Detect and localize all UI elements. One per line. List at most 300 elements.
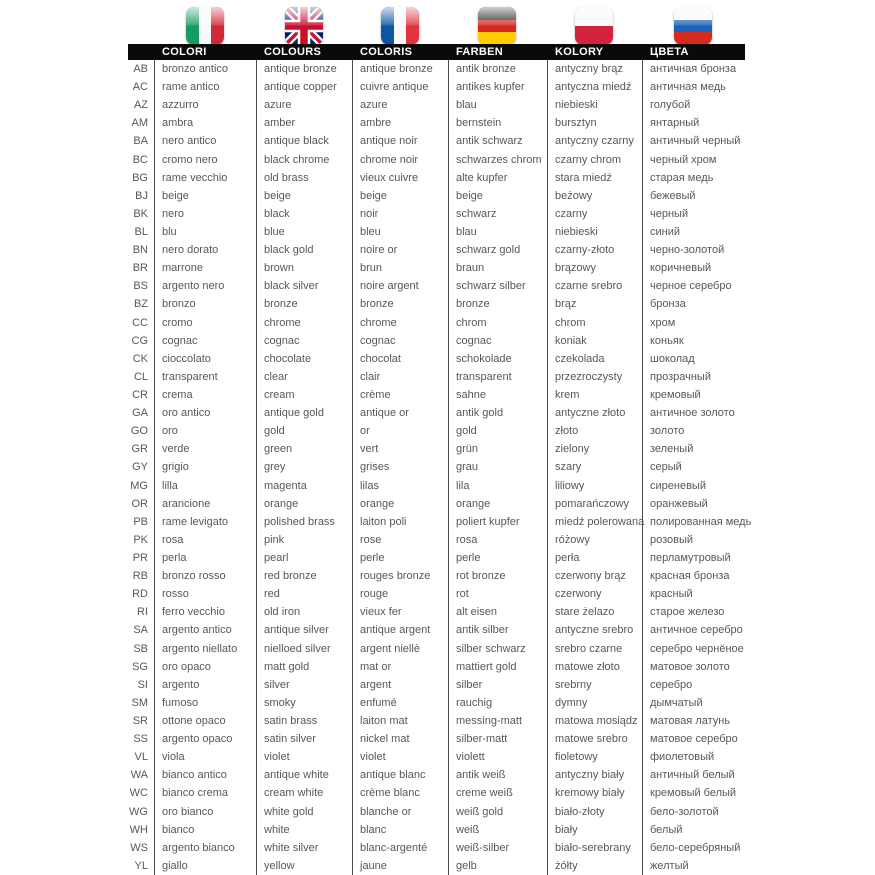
- cell-fr: or: [352, 422, 448, 440]
- cell-code: CC: [132, 316, 148, 329]
- cell-de: schwarz gold: [448, 241, 547, 259]
- cell-it: nero antico: [154, 132, 256, 150]
- cell-ru: хром: [642, 314, 745, 332]
- cell-it: oro bianco: [154, 802, 256, 820]
- cell-de: blau: [448, 96, 547, 114]
- cell-en: green: [256, 440, 352, 458]
- cell-ru: черное серебро: [642, 277, 745, 295]
- cell-ru: серебро: [642, 676, 745, 694]
- cell-de: silber schwarz: [448, 640, 547, 658]
- table-row: [128, 694, 745, 712]
- cell-de: silber: [448, 676, 547, 694]
- cell-fr: blanc-argenté: [352, 839, 448, 857]
- cell-fr: laiton poli: [352, 513, 448, 531]
- cell-de: rot: [448, 585, 547, 603]
- table-row: [128, 477, 745, 495]
- cell-ru: перламутровый: [642, 549, 745, 567]
- cell-it: argento antico: [154, 621, 256, 639]
- cell-code: SI: [137, 678, 148, 691]
- poland-flag-icon: [575, 7, 613, 45]
- header-cell-farben: FARBEN: [456, 46, 504, 58]
- table-row: [128, 151, 745, 169]
- cell-fr: beige: [352, 187, 448, 205]
- cell-code: WH: [129, 823, 148, 836]
- cell-ru: античный белый: [642, 766, 745, 784]
- table-row: [128, 513, 752, 531]
- table-row: [128, 857, 745, 875]
- cell-fr: antique noir: [352, 132, 448, 150]
- cell-code: BZ: [133, 298, 148, 311]
- cell-ru: розовый: [642, 531, 745, 549]
- cell-it: ottone opaco: [154, 712, 256, 730]
- table-row: [128, 241, 745, 259]
- france-flag-icon: [381, 7, 419, 45]
- table-row: [128, 205, 745, 223]
- table-row: [128, 458, 745, 476]
- cell-pl: stara miedź: [547, 169, 642, 187]
- cell-pl: matowe srebro: [547, 730, 642, 748]
- table-row: [128, 640, 745, 658]
- cell-fr: cognac: [352, 332, 448, 350]
- table-row: [128, 314, 745, 332]
- cell-ru: фиолетовый: [642, 748, 745, 766]
- cell-de: silber-matt: [448, 730, 547, 748]
- cell-fr: argent niellè: [352, 640, 448, 658]
- cell-en: cognac: [256, 332, 352, 350]
- cell-pl: zielony: [547, 440, 642, 458]
- cell-de: messing-matt: [448, 712, 547, 730]
- cell-de: grün: [448, 440, 547, 458]
- cell-fr: antique or: [352, 404, 448, 422]
- cell-it: cioccolato: [154, 350, 256, 368]
- cell-code: WA: [130, 769, 148, 782]
- cell-fr: crème: [352, 386, 448, 404]
- cell-en: black silver: [256, 277, 352, 295]
- cell-pl: antyczny biały: [547, 766, 642, 784]
- cell-en: antique silver: [256, 621, 352, 639]
- cell-fr: rose: [352, 531, 448, 549]
- cell-en: chocolate: [256, 350, 352, 368]
- table-row: [128, 404, 745, 422]
- cell-ru: матовое золото: [642, 658, 745, 676]
- table-row: [128, 440, 745, 458]
- cell-en: smoky: [256, 694, 352, 712]
- cell-de: gelb: [448, 857, 547, 875]
- cell-pl: antyczny brąz: [547, 60, 642, 78]
- cell-it: blu: [154, 223, 256, 241]
- cell-de: bernstein: [448, 114, 547, 132]
- cell-code: BL: [134, 226, 148, 239]
- cell-en: black gold: [256, 241, 352, 259]
- table-row: [128, 368, 745, 386]
- cell-pl: antyczne srebro: [547, 621, 642, 639]
- table-row: [128, 223, 745, 241]
- table-row: [128, 259, 745, 277]
- cell-code: PK: [133, 533, 148, 546]
- cell-de: alt eisen: [448, 603, 547, 621]
- cell-code: SB: [133, 642, 148, 655]
- cell-it: bianco antico: [154, 766, 256, 784]
- cell-code: CK: [132, 352, 148, 365]
- cell-de: beige: [448, 187, 547, 205]
- cell-fr: blanc: [352, 821, 448, 839]
- cell-it: cromo nero: [154, 151, 256, 169]
- cell-ru: бело-серебряный: [642, 839, 745, 857]
- cell-en: blue: [256, 223, 352, 241]
- cell-ru: старая медь: [642, 169, 745, 187]
- cell-ru: полированная медь: [642, 513, 745, 531]
- cell-ru: серый: [642, 458, 745, 476]
- cell-code: GY: [132, 461, 148, 474]
- cell-code: WS: [130, 841, 148, 854]
- cell-pl: miedź polerowana: [547, 513, 642, 531]
- cell-it: beige: [154, 187, 256, 205]
- cell-it: oro antico: [154, 404, 256, 422]
- cell-code: CG: [131, 334, 148, 347]
- cell-de: grau: [448, 458, 547, 476]
- cell-de: antik bronze: [448, 60, 547, 78]
- cell-ru: янтарный: [642, 114, 745, 132]
- cell-ru: черно-золотой: [642, 241, 745, 259]
- cell-fr: noir: [352, 205, 448, 223]
- cell-en: beige: [256, 187, 352, 205]
- cell-pl: czarny: [547, 205, 642, 223]
- cell-code: SA: [133, 624, 148, 637]
- cell-en: silver: [256, 676, 352, 694]
- cell-en: white silver: [256, 839, 352, 857]
- cell-code: GR: [131, 443, 148, 456]
- cell-de: antik schwarz: [448, 132, 547, 150]
- cell-ru: желтый: [642, 857, 745, 875]
- cell-pl: czarny chrom: [547, 151, 642, 169]
- cell-pl: antyczny czarny: [547, 132, 642, 150]
- cell-code: BN: [132, 244, 148, 257]
- cell-de: violett: [448, 748, 547, 766]
- cell-it: bianco: [154, 821, 256, 839]
- cell-code: AZ: [133, 99, 148, 112]
- cell-ru: голубой: [642, 96, 745, 114]
- cell-ru: белый: [642, 821, 745, 839]
- table-header: [128, 44, 745, 60]
- cell-it: transparent: [154, 368, 256, 386]
- cell-de: orange: [448, 495, 547, 513]
- cell-fr: noire or: [352, 241, 448, 259]
- cell-code: GA: [132, 407, 148, 420]
- cell-de: schwarz silber: [448, 277, 547, 295]
- table-row: [128, 277, 745, 295]
- cell-en: cream: [256, 386, 352, 404]
- cell-pl: czarne srebro: [547, 277, 642, 295]
- cell-code: BA: [133, 135, 148, 148]
- cell-pl: brąz: [547, 295, 642, 313]
- cell-code: AM: [131, 117, 148, 130]
- cell-de: sahne: [448, 386, 547, 404]
- cell-it: argento opaco: [154, 730, 256, 748]
- cell-en: violet: [256, 748, 352, 766]
- cell-en: gold: [256, 422, 352, 440]
- table-row: [128, 132, 745, 150]
- cell-en: red bronze: [256, 567, 352, 585]
- cell-it: ferro vecchio: [154, 603, 256, 621]
- cell-fr: cuivre antique: [352, 78, 448, 96]
- table-body: [128, 60, 752, 875]
- cell-it: rosa: [154, 531, 256, 549]
- cell-fr: vert: [352, 440, 448, 458]
- table-row: [128, 495, 745, 513]
- header-cell-colori: COLORI: [162, 46, 207, 58]
- cell-ru: коричневый: [642, 259, 745, 277]
- table-row: [128, 350, 745, 368]
- cell-en: red: [256, 585, 352, 603]
- uk-flag-icon: [285, 7, 323, 45]
- cell-it: argento nero: [154, 277, 256, 295]
- cell-fr: bronze: [352, 295, 448, 313]
- cell-en: cream white: [256, 784, 352, 802]
- cell-pl: matowa mosiądz: [547, 712, 642, 730]
- cell-fr: bleu: [352, 223, 448, 241]
- cell-it: bronzo antico: [154, 60, 256, 78]
- cell-it: rosso: [154, 585, 256, 603]
- header-cell-coloris: COLORIS: [360, 46, 413, 58]
- cell-en: white gold: [256, 802, 352, 820]
- table-row: [128, 802, 745, 820]
- cell-en: antique gold: [256, 404, 352, 422]
- cell-fr: antique bronze: [352, 60, 448, 78]
- cell-ru: античный черный: [642, 132, 745, 150]
- cell-it: argento bianco: [154, 839, 256, 857]
- cell-it: grigio: [154, 458, 256, 476]
- cell-en: magenta: [256, 477, 352, 495]
- cell-de: bronze: [448, 295, 547, 313]
- table-row: [128, 332, 745, 350]
- cell-en: antique copper: [256, 78, 352, 96]
- cell-en: bronze: [256, 295, 352, 313]
- table-row: [128, 567, 745, 585]
- cell-ru: серебро чернёное: [642, 640, 745, 658]
- cell-pl: różowy: [547, 531, 642, 549]
- cell-pl: czerwony: [547, 585, 642, 603]
- cell-code: CL: [133, 370, 148, 383]
- cell-pl: niebieski: [547, 96, 642, 114]
- cell-ru: античное золото: [642, 404, 745, 422]
- cell-ru: кремовый белый: [642, 784, 745, 802]
- cell-pl: niebieski: [547, 223, 642, 241]
- cell-pl: szary: [547, 458, 642, 476]
- cell-it: nero dorato: [154, 241, 256, 259]
- cell-code: BC: [132, 153, 148, 166]
- header-cell-cveta: ЦВЕТА: [650, 46, 689, 58]
- cell-it: verde: [154, 440, 256, 458]
- cell-code: BJ: [135, 189, 148, 202]
- cell-pl: brązowy: [547, 259, 642, 277]
- cell-fr: perle: [352, 549, 448, 567]
- cell-pl: biało-serebrany: [547, 839, 642, 857]
- table-row: [128, 60, 745, 78]
- table-row: [128, 96, 745, 114]
- cell-ru: античная бронза: [642, 60, 745, 78]
- cell-ru: бело-золотой: [642, 802, 745, 820]
- cell-pl: dymny: [547, 694, 642, 712]
- cell-de: braun: [448, 259, 547, 277]
- cell-pl: pomarańczowy: [547, 495, 642, 513]
- cell-it: oro opaco: [154, 658, 256, 676]
- cell-code: YL: [134, 859, 148, 872]
- cell-code: BS: [133, 280, 148, 293]
- cell-it: argento: [154, 676, 256, 694]
- cell-fr: jaune: [352, 857, 448, 875]
- cell-fr: vieux cuivre: [352, 169, 448, 187]
- cell-it: marrone: [154, 259, 256, 277]
- cell-en: polished brass: [256, 513, 352, 531]
- germany-flag-icon: [478, 7, 516, 45]
- cell-fr: azure: [352, 96, 448, 114]
- cell-de: mattiert gold: [448, 658, 547, 676]
- cell-pl: liliowy: [547, 477, 642, 495]
- header-cell-kolory: KOLORY: [555, 46, 604, 58]
- cell-en: old brass: [256, 169, 352, 187]
- cell-de: antik silber: [448, 621, 547, 639]
- cell-ru: античная медь: [642, 78, 745, 96]
- cell-it: nero: [154, 205, 256, 223]
- cell-de: rauchig: [448, 694, 547, 712]
- cell-ru: сиреневый: [642, 477, 745, 495]
- table-row: [128, 621, 745, 639]
- cell-de: alte kupfer: [448, 169, 547, 187]
- cell-ru: зеленый: [642, 440, 745, 458]
- cell-it: giallo: [154, 857, 256, 875]
- table-row: [128, 821, 745, 839]
- cell-fr: argent: [352, 676, 448, 694]
- cell-code: GO: [130, 425, 148, 438]
- cell-code: WC: [129, 787, 148, 800]
- cell-pl: bursztyn: [547, 114, 642, 132]
- cell-ru: прозрачный: [642, 368, 745, 386]
- cell-it: fumoso: [154, 694, 256, 712]
- cell-ru: дымчатый: [642, 694, 745, 712]
- cell-code: WG: [129, 805, 148, 818]
- cell-de: weiß gold: [448, 802, 547, 820]
- cell-pl: czekolada: [547, 350, 642, 368]
- cell-it: rame antico: [154, 78, 256, 96]
- cell-ru: красный: [642, 585, 745, 603]
- cell-en: chrome: [256, 314, 352, 332]
- cell-fr: mat or: [352, 658, 448, 676]
- table-row: [128, 531, 745, 549]
- cell-it: bronzo rosso: [154, 567, 256, 585]
- cell-ru: красная бронза: [642, 567, 745, 585]
- cell-de: weiß-silber: [448, 839, 547, 857]
- cell-ru: золото: [642, 422, 745, 440]
- cell-fr: rouges bronze: [352, 567, 448, 585]
- cell-en: matt gold: [256, 658, 352, 676]
- cell-pl: krem: [547, 386, 642, 404]
- cell-ru: коньяк: [642, 332, 745, 350]
- cell-it: rame levigato: [154, 513, 256, 531]
- cell-fr: violet: [352, 748, 448, 766]
- cell-fr: laiton mat: [352, 712, 448, 730]
- table-row: [128, 78, 745, 96]
- italy-flag-icon: [186, 7, 224, 45]
- cell-pl: żółty: [547, 857, 642, 875]
- table-row: [128, 603, 745, 621]
- cell-fr: blanche or: [352, 802, 448, 820]
- cell-code: PB: [133, 515, 148, 528]
- cell-it: azzurro: [154, 96, 256, 114]
- table-row: [128, 658, 745, 676]
- cell-en: antique bronze: [256, 60, 352, 78]
- cell-de: blau: [448, 223, 547, 241]
- cell-code: SM: [131, 696, 148, 709]
- cell-en: brown: [256, 259, 352, 277]
- cell-pl: matowe złoto: [547, 658, 642, 676]
- cell-ru: оранжевый: [642, 495, 745, 513]
- cell-pl: fioletowy: [547, 748, 642, 766]
- table-row: [128, 169, 745, 187]
- cell-en: grey: [256, 458, 352, 476]
- cell-fr: ambre: [352, 114, 448, 132]
- cell-it: ambra: [154, 114, 256, 132]
- cell-it: bianco crema: [154, 784, 256, 802]
- table-row: [128, 585, 745, 603]
- table-row: [128, 549, 745, 567]
- cell-fr: chrome: [352, 314, 448, 332]
- cell-code: OR: [131, 497, 148, 510]
- cell-code: SS: [133, 733, 148, 746]
- cell-code: SR: [132, 714, 148, 727]
- cell-code: CR: [132, 389, 148, 402]
- cell-en: black chrome: [256, 151, 352, 169]
- cell-de: gold: [448, 422, 547, 440]
- cell-de: rosa: [448, 531, 547, 549]
- cell-de: schwarzes chrom: [448, 151, 547, 169]
- cell-pl: chrom: [547, 314, 642, 332]
- cell-code: RI: [137, 606, 148, 619]
- table-row: [128, 766, 745, 784]
- cell-pl: antyczna miedź: [547, 78, 642, 96]
- cell-en: azure: [256, 96, 352, 114]
- cell-it: oro: [154, 422, 256, 440]
- cell-ru: бежевый: [642, 187, 745, 205]
- cell-en: antique white: [256, 766, 352, 784]
- cell-fr: grises: [352, 458, 448, 476]
- cell-pl: stare żelazo: [547, 603, 642, 621]
- cell-de: chrom: [448, 314, 547, 332]
- cell-de: perle: [448, 549, 547, 567]
- cell-de: antikes kupfer: [448, 78, 547, 96]
- table-row: [128, 422, 745, 440]
- cell-code: AB: [133, 63, 148, 76]
- cell-fr: chrome noir: [352, 151, 448, 169]
- cell-de: creme weiß: [448, 784, 547, 802]
- cell-code: VL: [134, 751, 148, 764]
- cell-ru: синий: [642, 223, 745, 241]
- cell-it: crema: [154, 386, 256, 404]
- cell-en: satin brass: [256, 712, 352, 730]
- cell-code: RD: [132, 588, 148, 601]
- cell-ru: матовая латунь: [642, 712, 745, 730]
- cell-en: black: [256, 205, 352, 223]
- cell-ru: бронза: [642, 295, 745, 313]
- cell-it: argento niellato: [154, 640, 256, 658]
- cell-ru: матовое серебро: [642, 730, 745, 748]
- cell-en: nielloed silver: [256, 640, 352, 658]
- table-row: [128, 295, 745, 313]
- cell-de: cognac: [448, 332, 547, 350]
- cell-de: schokolade: [448, 350, 547, 368]
- cell-code: PR: [132, 552, 148, 564]
- cell-code: BR: [132, 262, 148, 275]
- cell-pl: kremowy biały: [547, 784, 642, 802]
